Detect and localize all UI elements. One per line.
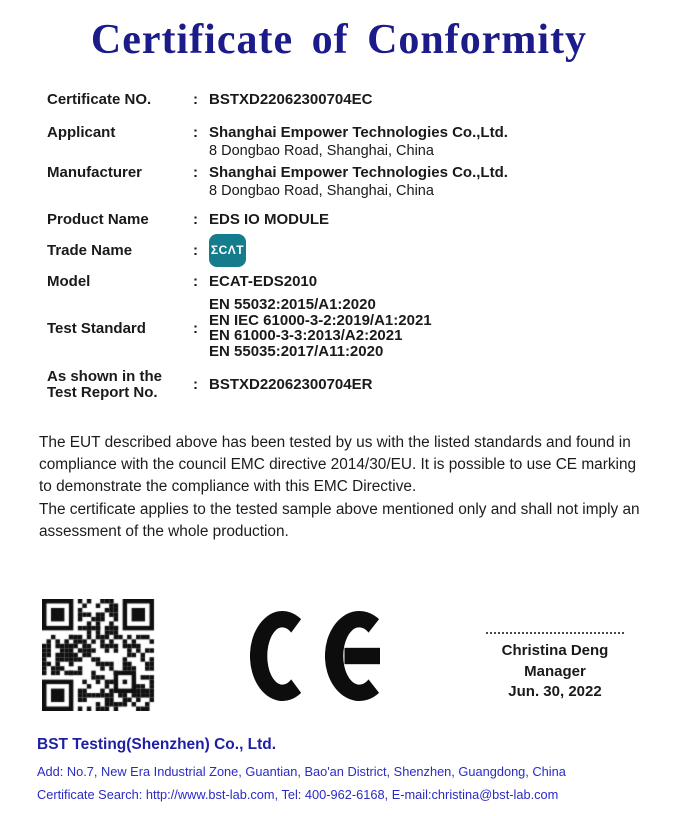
test-report-label-line1: As shown in the bbox=[47, 368, 163, 386]
applicant-label: Applicant bbox=[47, 124, 116, 141]
issuer-address: Add: No.7, New Era Industrial Zone, Guantian, Bao'an District, Shenzhen, Guangdong, China bbox=[37, 764, 566, 779]
certificate-title: Certificate of Conformity bbox=[90, 17, 588, 63]
product-name-value: EDS IO MODULE bbox=[209, 211, 330, 228]
test-standard-line: EN 55032:2015/A1:2020 bbox=[209, 296, 376, 313]
test-standard-line: EN 55035:2017/A11:2020 bbox=[209, 342, 384, 360]
contact-info: Tel: 400-962-6168, E-mail:christina@bst-lab.com bbox=[278, 787, 559, 802]
colon-separator: : bbox=[193, 91, 198, 108]
signature-block bbox=[470, 632, 640, 703]
model-label: Model bbox=[47, 273, 91, 290]
colon-separator: : bbox=[193, 376, 198, 394]
ce-letter-e-icon bbox=[325, 611, 380, 701]
field-row-certificate-no bbox=[47, 91, 638, 108]
certificate-no-label: Certificate NO. bbox=[47, 91, 152, 108]
ce-letter-c-icon bbox=[250, 611, 302, 701]
certificate-search-label: Certificate Search: bbox=[37, 787, 146, 802]
product-name-label: Product Name bbox=[47, 211, 149, 228]
signer-name: Christina Deng bbox=[501, 642, 609, 659]
colon-separator: : bbox=[193, 211, 198, 228]
test-standard-line: EN 61000-3-3:2013/A2:2021 bbox=[209, 327, 403, 345]
field-row-manufacturer bbox=[47, 164, 638, 200]
compliance-statement bbox=[39, 432, 642, 544]
certificate-search-line bbox=[37, 787, 650, 802]
colon-separator: : bbox=[193, 164, 198, 181]
qr-code bbox=[42, 599, 158, 711]
colon-separator: : bbox=[193, 319, 198, 337]
field-row-applicant bbox=[47, 124, 638, 160]
certificate-search-url-link[interactable]: http://www.bst-lab.com bbox=[145, 787, 275, 802]
field-row-product-name bbox=[47, 211, 638, 228]
applicant-company: Shanghai Empower Technologies Co.,Ltd. bbox=[209, 124, 508, 141]
colon-separator: : bbox=[193, 273, 198, 290]
colon-separator: : bbox=[193, 124, 198, 141]
url-trailing-comma: , bbox=[274, 787, 279, 802]
signer-role: Manager bbox=[524, 662, 586, 680]
statement-paragraph-1: The EUT described above has been tested by us with the listed standards and found in compliance with the council EMC directive 2014/30/EU. It is possible to use CE marking to demonstrate the compliance with this EMC Directive. bbox=[39, 433, 637, 496]
manufacturer-address: 8 Dongbao Road, Shanghai, China bbox=[209, 183, 434, 199]
certificate-no-value: BSTXD22062300704EC bbox=[209, 91, 373, 108]
statement-paragraph-2: The certificate applies to the tested sample above mentioned only and shall not imply an assessment of the whole production. bbox=[39, 500, 640, 541]
ce-mark bbox=[250, 611, 380, 701]
test-report-value: BSTXD22062300704ER bbox=[209, 376, 373, 394]
signature-date: Jun. 30, 2022 bbox=[508, 683, 602, 700]
test-standard-line: EN IEC 61000-3-2:2019/A1:2021 bbox=[209, 311, 432, 329]
manufacturer-company: Shanghai Empower Technologies Co.,Ltd. bbox=[209, 164, 508, 181]
field-row-trade-name bbox=[47, 234, 638, 267]
model-value: ECAT-EDS2010 bbox=[209, 273, 318, 290]
manufacturer-label: Manufacturer bbox=[47, 164, 143, 181]
field-row-model bbox=[47, 273, 638, 290]
applicant-address: 8 Dongbao Road, Shanghai, China bbox=[209, 143, 434, 159]
ecat-brand-logo: ΣCΛT bbox=[209, 234, 246, 267]
field-row-test-standard bbox=[47, 297, 638, 359]
colon-separator: : bbox=[193, 242, 198, 259]
field-row-test-report bbox=[47, 369, 638, 400]
issuer-footer bbox=[37, 736, 650, 802]
issuer-company-name: BST Testing(Shenzhen) Co., Ltd. bbox=[37, 736, 277, 753]
signature-dotted-line bbox=[486, 632, 624, 634]
test-standard-label: Test Standard bbox=[47, 319, 146, 337]
test-report-label-line2: Test Report No. bbox=[47, 383, 158, 401]
trade-name-label: Trade Name bbox=[47, 242, 133, 259]
certificate-fields bbox=[47, 91, 638, 401]
